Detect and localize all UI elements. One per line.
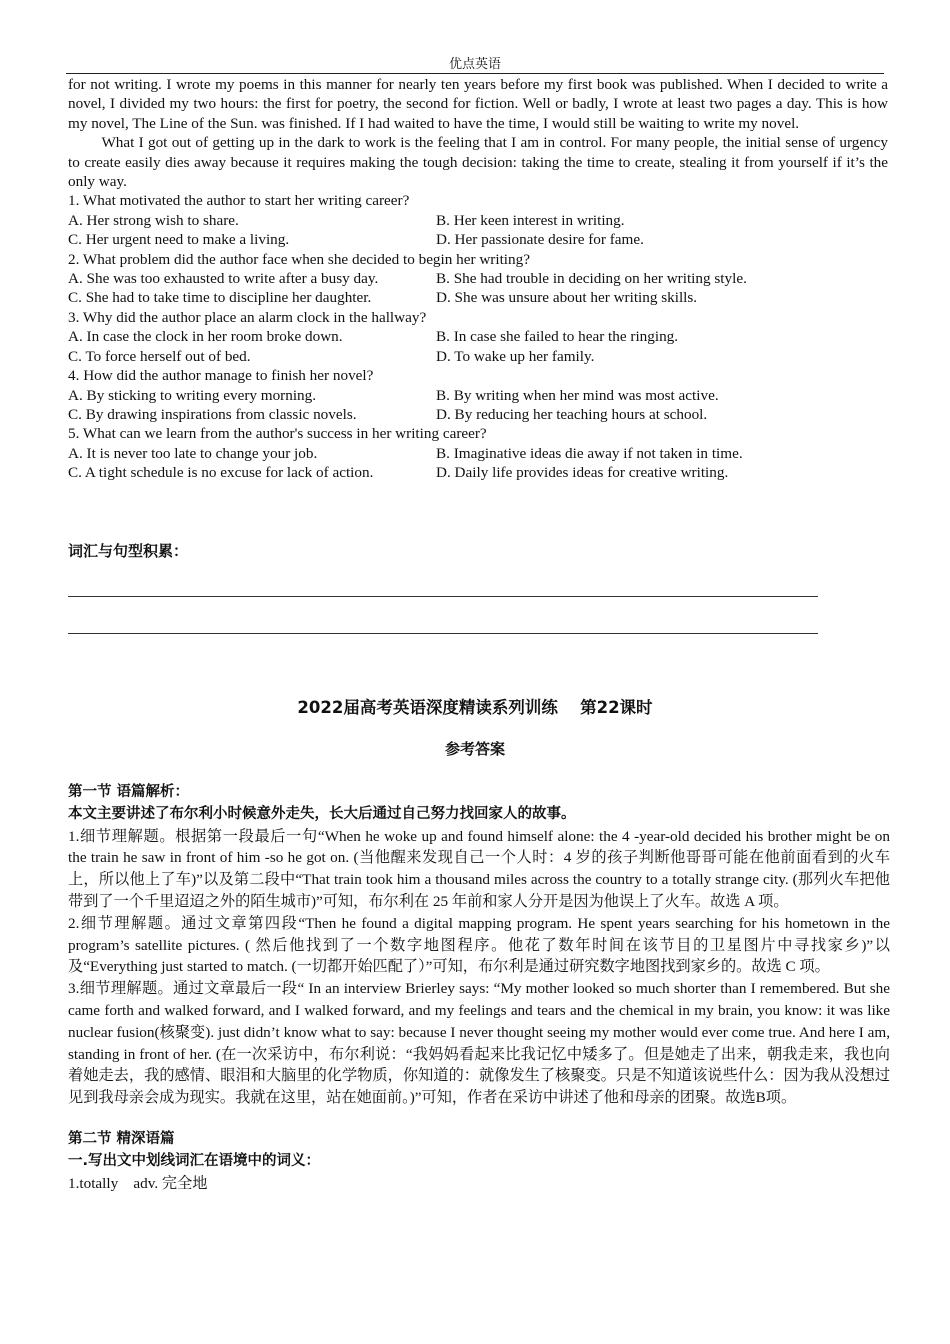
option: C. By drawing inspirations from classic novels. [68, 405, 357, 423]
option: A. She was too exhausted to write after a busy day. [68, 270, 379, 288]
page-header [66, 56, 884, 74]
section-subheading: 一.写出文中划线词汇在语境中的词义： [68, 1152, 321, 1169]
option: D. She was unsure about her writing skills. [436, 289, 698, 307]
option: C. To force herself out of bed. [68, 347, 251, 365]
answer-line [68, 596, 818, 597]
option: A. By sticking to writing every morning. [68, 386, 317, 404]
reading-section [68, 75, 888, 483]
option: C. A tight schedule is no excuse for lack of action. [68, 464, 374, 482]
option: B. Imaginative ideas die away if not taken in time. [436, 444, 743, 462]
answer-key-title: 2022届高考英语深度精读系列训练 第22课时 [297, 698, 653, 717]
question-block [68, 250, 888, 308]
option: C. Her urgent need to make a living. [68, 231, 290, 249]
option: B. By writing when her mind was most active. [436, 386, 719, 404]
question-stem: 4. How did the author manage to finish her novel? [68, 367, 374, 385]
section-heading: 第二节 精深语篇 [68, 1130, 175, 1147]
question-stem: 3. Why did the author place an alarm clock in the hallway? [68, 308, 427, 326]
answer-explanation: 1.细节理解题。根据第一段最后一句“When he woke up and found himself alone: the 4 -year-old decided his brother might be on the train he saw in front of him -so he got on. (当他醒来发现自己一个人时：4 岁的孩子判断他哥哥可能在他前面看到的火车上，所以他上了车)”以及第二段中“That train took him a thousand miles across the country to a totally strange city. (那列火车把他带到了一个千里迢迢之外的陌生城市)”可知，布尔利在 25 年前和家人分开是因为他误上了火车。故选 A 项。 [68, 827, 890, 910]
option: D. Daily life provides ideas for creative writing. [436, 464, 729, 482]
passage-paragraph: for not writing. I wrote my poems in this manner for nearly ten years before my first book was published. When I decided to write a novel, I divided my two hours: the first for poetry, the second for fiction. Well or badly, I wrote at least two pages a day. This is how my novel, The Line of the Sun. was finished. If I had waited to have the time, I would still be waiting to write my novel. [68, 76, 888, 132]
header-title: 优点英语 [448, 56, 501, 71]
question-stem: 2. What problem did the author face when she decided to begin her writing? [68, 250, 530, 268]
answer-key-subtitle: 参考答案 [444, 740, 505, 758]
option: B. In case she failed to hear the ringing. [436, 328, 679, 346]
option: D. To wake up her family. [436, 347, 595, 365]
question-block [68, 191, 888, 249]
section-heading: 第一节 语篇解析： [68, 784, 190, 800]
option: A. Her strong wish to share. [68, 211, 239, 229]
question-block [68, 366, 888, 424]
vocab-heading: 词汇与句型积累： [68, 542, 189, 560]
option: D. Her passionate desire for fame. [436, 231, 644, 249]
answer-key-section [68, 782, 890, 1194]
option: A. In case the clock in her room broke down. [68, 328, 343, 346]
vocab-item: 1.totally adv. 完全地 [68, 1174, 208, 1192]
option: C. She had to take time to discipline her daughter. [68, 289, 372, 307]
answer-explanation: 2.细节理解题。通过文章第四段“Then he found a digital mapping program. He spent years searching for his hometown in the program’s satellite pictures. ( 然后他找到了一个数字地图程序。他花了数年时间在该节目的卫星图片中寻找家乡)”以及“Everything just started to match. (一切都开始匹配了）”可知，布尔利是通过研究数字地图找到家乡的。故选 C 项。 [68, 914, 890, 976]
option: B. She had trouble in deciding on her writing style. [436, 270, 747, 288]
answer-explanation: 3.细节理解题。通过文章最后一段“ In an interview Brierley says: “My mother looked so much shorter than I remembered. But she came forth and walked forward, and I walked forward, and my feelings and tears and the chemical in my brain, you know: it was like nuclear fusion(核聚变). just didn’t know what to say: because I never thought seeing my mother would ever come true. And here I am, standing in front of her. (在一次采访中，布尔利说：“我妈妈看起来比我记忆中矮多了。但是她走了出来，朝我走来，我也向着她走去，我的感情、眼泪和大脑里的化学物质，你知道的：就像发生了核聚变。只是不知道该说些什么：因为我从没想过见到我母亲会成为现实。我就在这里，站在她面前。)”可知，作者在采访中讲述了他和母亲的团聚。故选B项。 [68, 980, 890, 1107]
question-stem: 1. What motivated the author to start her writing career? [68, 192, 410, 210]
answer-line [68, 633, 818, 634]
question-stem: 5. What can we learn from the author's success in her writing career? [68, 425, 487, 443]
option: B. Her keen interest in writing. [436, 211, 625, 229]
passage-paragraph: What I got out of getting up in the dark to work is the feeling that I am in control. For many people, the initial sense of urgency to create easily dies away because it requires making the tough decision: taking the time to create, stealing it from yourself if it’s the only way. [68, 134, 888, 191]
question-block [68, 308, 888, 366]
question-block [68, 424, 888, 482]
option: D. By reducing her teaching hours at school. [436, 405, 708, 423]
option: A. It is never too late to change your job. [68, 444, 318, 462]
summary: 本文主要讲述了布尔利小时候意外走失，长大后通过自己努力找回家人的故事。 [68, 805, 576, 822]
